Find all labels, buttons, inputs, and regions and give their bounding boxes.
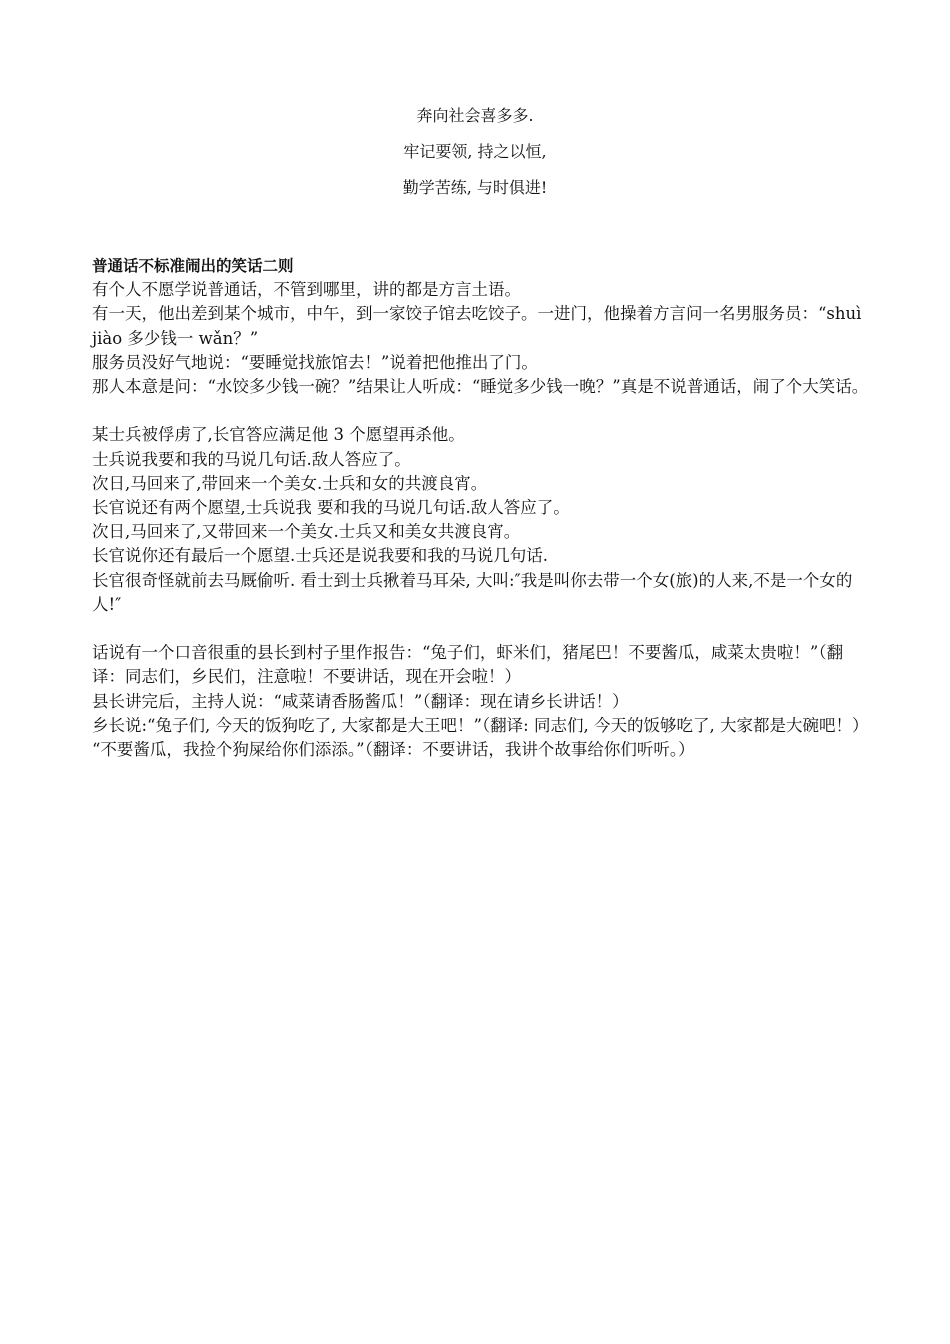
paragraph: “不要酱瓜，我捡个狗屎给你们添添。”（翻译：不要讲话，我讲个故事给你们听听。） bbox=[92, 740, 695, 760]
poem-line: 奔向社会喜多多. bbox=[416, 106, 534, 125]
paragraph: 那人本意是问：“水饺多少钱一碗？”结果让人听成：“睡觉多少钱一晚？”真是不说普通话，闹了个大笑话。 bbox=[92, 377, 869, 397]
article-body bbox=[92, 254, 870, 762]
paragraph: 士兵说我要和我的马说几句话.敌人答应了。 bbox=[92, 449, 411, 469]
paragraph: 次日,马回来了,又带回来一个美女.士兵又和美女共渡良宵。 bbox=[92, 522, 521, 542]
poem-block bbox=[0, 98, 950, 206]
paragraph: 话说有一个口音很重的县长到村子里作报告：“兔子们，虾米们，猪尾巴！不要酱瓜，咸菜太贵啦！”（翻译：同志们，乡民们，注意啦！不要讲话，现在开会啦！） bbox=[92, 643, 844, 687]
paragraph: 有个人不愿学说普通话，不管到哪里，讲的都是方言土语。 bbox=[92, 280, 521, 300]
article-title: 普通话不标准闹出的笑话二则 bbox=[92, 257, 294, 275]
paragraph-gap bbox=[92, 399, 870, 423]
paragraph: 乡长说:“兔子们, 今天的饭狗吃了, 大家都是大王吧！”（翻译: 同志们, 今天的饭够吃了, 大家都是大碗吧！） bbox=[92, 715, 869, 735]
paragraph: 某士兵被俘虏了,长官答应满足他 3 个愿望再杀他。 bbox=[92, 425, 465, 445]
paragraph: 次日,马回来了,带回来一个美女.士兵和女的共渡良宵。 bbox=[92, 473, 488, 493]
paragraph: 有一天，他出差到某个城市，中午，到一家饺子馆去吃饺子。一进门，他操着方言问一名男服务员：“shuì jiào 多少钱一 wǎn？” bbox=[92, 304, 862, 348]
paragraph: 长官说还有两个愿望,士兵说我 要和我的马说几句话.敌人答应了。 bbox=[92, 498, 570, 518]
paragraph: 长官说你还有最后一个愿望.士兵还是说我要和我的马说几句话. bbox=[92, 546, 548, 566]
poem-line: 勤学苦练, 与时俱进! bbox=[402, 178, 548, 197]
paragraph: 县长讲完后，主持人说：“咸菜请香肠酱瓜！”（翻译：现在请乡长讲话！） bbox=[92, 691, 629, 711]
paragraph-gap bbox=[92, 617, 870, 641]
paragraph: 长官很奇怪就前去马厩偷听. 看士到士兵揪着马耳朵, 大叫:″我是叫你去带一个女(旅)的人来,不是一个女的人!″ bbox=[92, 570, 853, 614]
poem-line: 牢记要领, 持之以恒, bbox=[403, 142, 547, 161]
paragraph: 服务员没好气地说：“要睡觉找旅馆去！”说着把他推出了门。 bbox=[92, 352, 538, 372]
